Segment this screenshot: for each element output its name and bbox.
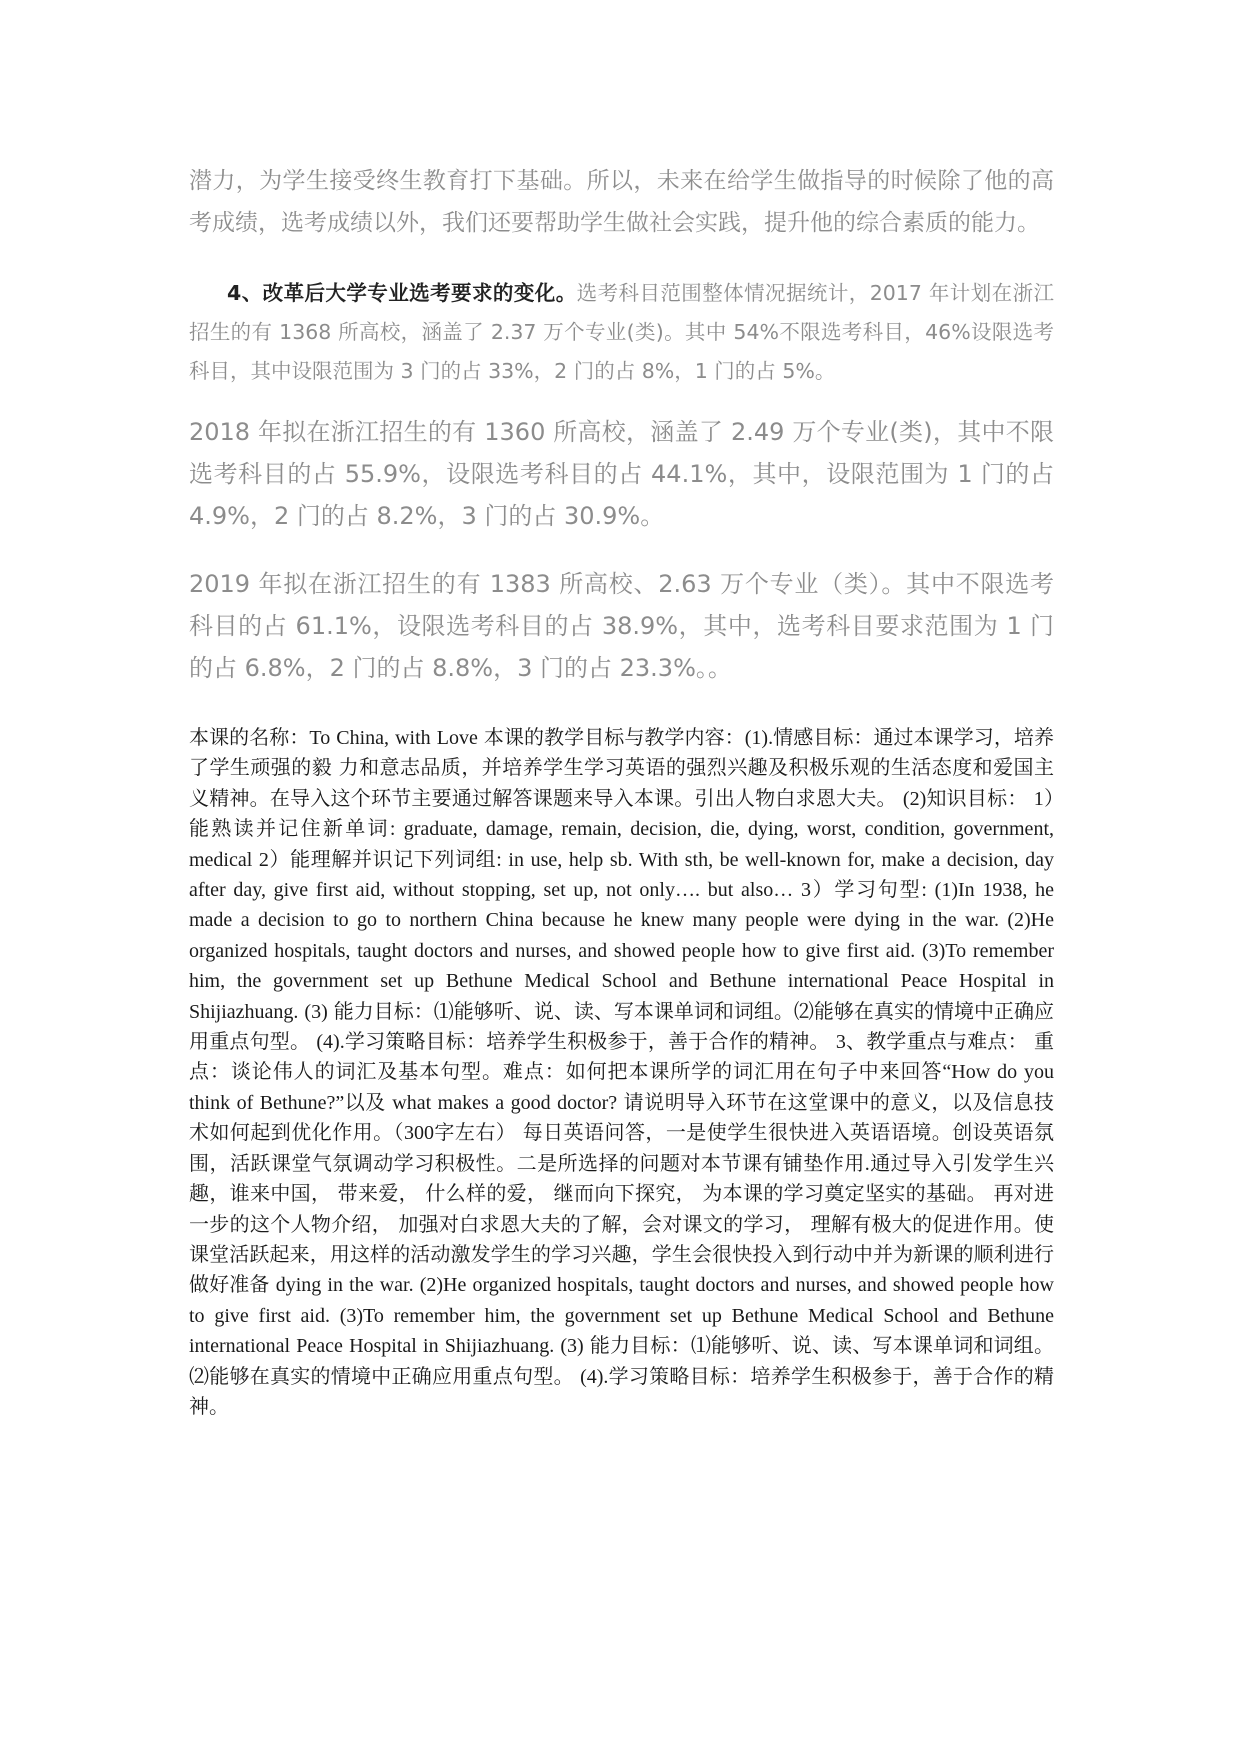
paragraph-potential: 潜力，为学生接受终生教育打下基础。所以，未来在给学生做指导的时候除了他的高考成绩，选考成绩以外，我们还要帮助学生做社会实践，提升他的综合素质的能力。 (189, 168, 1054, 236)
section-heading: 4、改革后大学专业选考要求的变化。 (227, 281, 577, 305)
section-body: 选考科目范围整体情况据统计，2017 年计划在浙江招生的有 1368 所高校，涵盖了 2.37 万个专业(类)。其中 54%不限选考科目，46%设限选考科目，其中设限范围为 3 门的占 33%，2 门的占 8%，1 门的占 5%。 (189, 281, 1055, 383)
document-page (189, 150, 1054, 1422)
paragraph-2019-stats: 2019 年拟在浙江招生的有 1383 所高校、2.63 万个专业（类）。其中不限选考科目的占 61.1%，设限选考科目的占 38.9%，其中，选考科目要求范围为 1 门的占 6.8%，2 门的占 8.8%，3 门的占 23.3%。。 (189, 570, 1054, 682)
lesson-plan-text: 本课的名称：To China, with Love 本课的教学目标与教学内容：(1).情感目标：通过本课学习，培养了学生顽强的毅 力和意志品质，并培养学生学习英语的强烈兴趣及积极乐观的生活态度和爱国主义精神。在导入这个环节主要通过解答课题来导入本课。引出人物白求恩大夫。 (2)知识目标： 1）能熟读并记住新单词: graduate, damage, remain, decision, die, dying, worst, condition, government, medical 2）能理解并识记下列词组: in use, help sb. With sth, be well-known for, make a decision, day after day, give first aid, without stopping, set up, not only…. but also… 3）学习句型: (1)In 1938, he made a decision to go to northern China because he knew many people were dying in the war. (2)He organized hospitals, taught doctors and nurses, and showed people how to give first aid. (3)To remember him, the government set up Bethune Medical School and Bethune international Peace Hospital in Shijiazhuang. (3) 能力目标：⑴能够听、说、读、写本课单词和词组。⑵能够在真实的情境中正确应用重点句型。 (4).学习策略目标：培养学生积极参于，善于合作的精神。 3、教学重点与难点： 重点：谈论伟人的词汇及基本句型。难点：如何把本课所学的词汇用在句子中来回答“How do you think of Bethune?”以及 what makes a good doctor? 请说明导入环节在这堂课中的意义，以及信息技术如何起到优化作用。（300字左右） 每日英语问答，一是使学生很快进入英语语境。创设英语氛围，活跃课堂气氛调动学习积极性。二是所选择的问题对本节课有铺垫作用.通过导入引发学生兴趣，谁来中国， 带来爱， 什么样的爱， 继而向下探究， 为本课的学习奠定坚实的基础。 再对进一步的这个人物介绍， 加强对白求恩大夫的了解，会对课文的学习， 理解有极大的促进作用。使课堂活跃起来，用这样的活动激发学生的学习兴趣，学生会很快投入到行动中并为新课的顺利进行做好准备 dying in the war. (2)He organized hospitals, taught doctors and nurses, and showed people how to give first aid. (3)To remember him, the government set up Bethune Medical School and Bethune international Peace Hospital in Shijiazhuang. (3) 能力目标：⑴能够听、说、读、写本课单词和词组。⑵能够在真实的情境中正确应用重点句型。 (4).学习策略目标：培养学生积极参于，善于合作的精神。 (189, 727, 1054, 1418)
paragraph-reform-requirements (189, 274, 1054, 391)
paragraph-2018-stats: 2018 年拟在浙江招生的有 1360 所高校，涵盖了 2.49 万个专业(类)，其中不限选考科目的占 55.9%，设限选考科目的占 44.1%，其中，设限范围为 1 门的占 4.9%，2 门的占 8.2%，3 门的占 30.9%。 (189, 418, 1054, 530)
